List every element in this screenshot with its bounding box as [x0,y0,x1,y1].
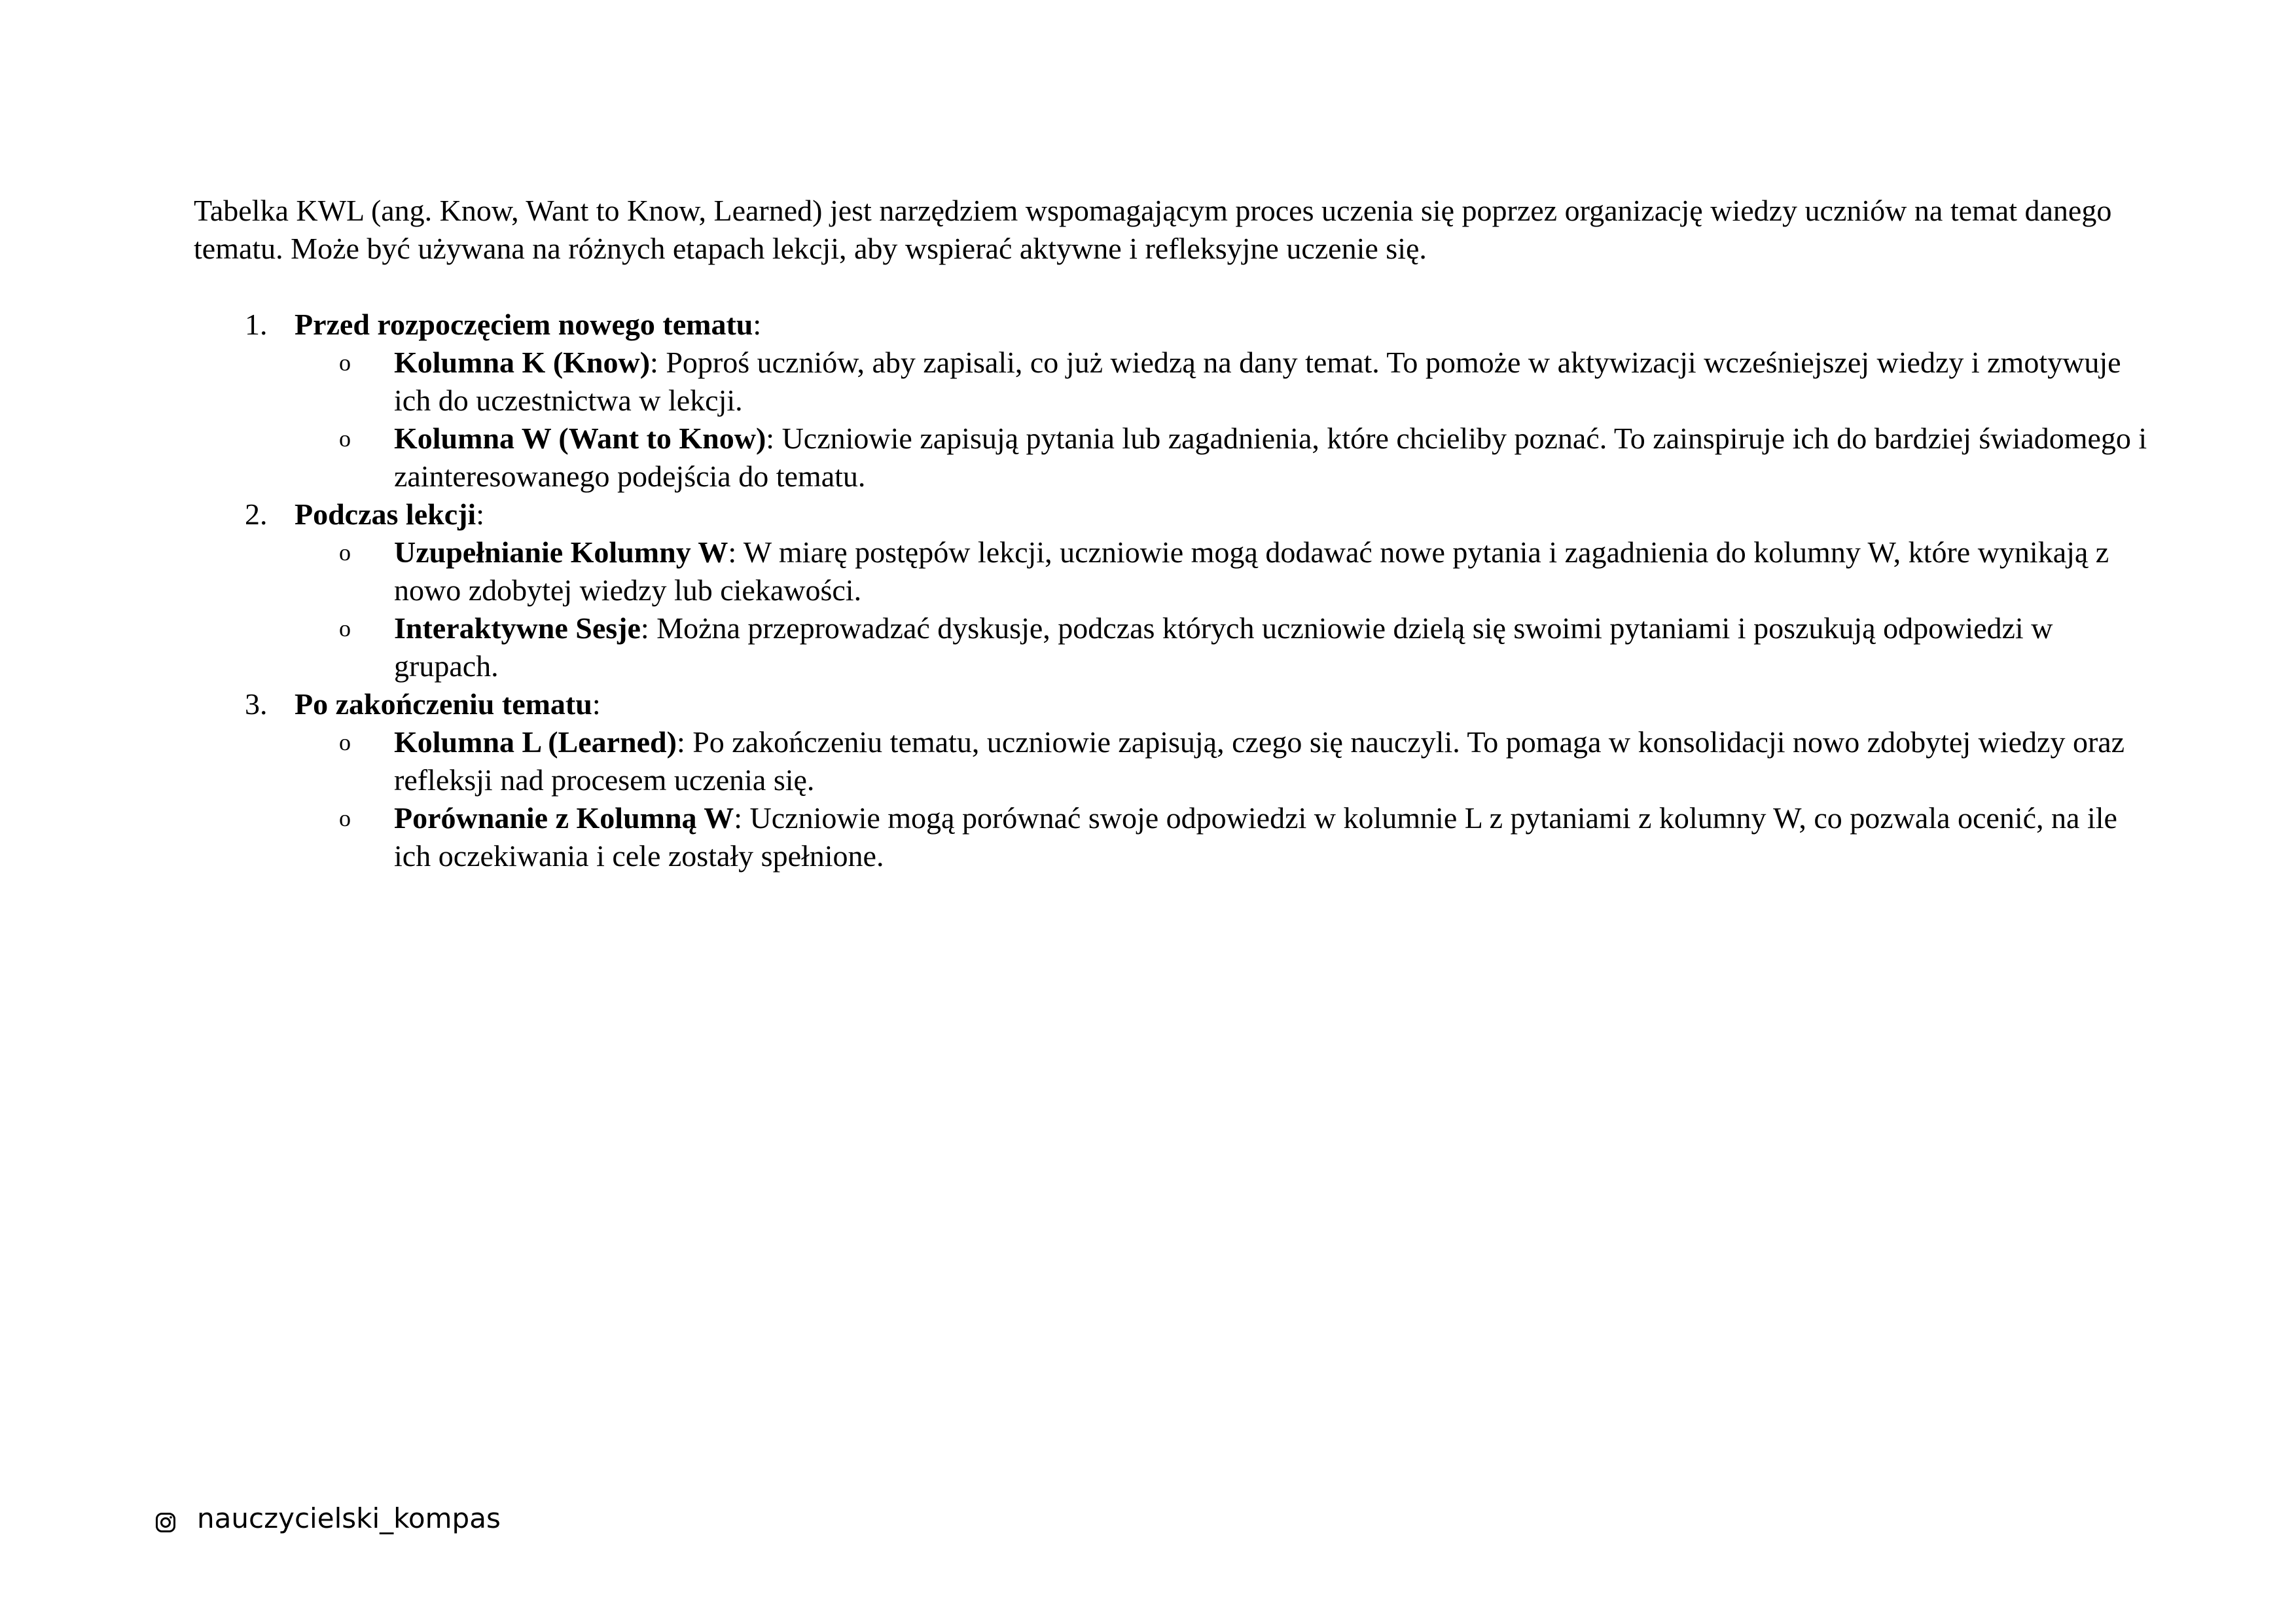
bullet-marker: o [339,425,351,452]
bullet-text: : Uczniowie zapisują pytania lub zagadnienia, które chcieliby poznać. To zainspiruje ich do bardziej świadomego i zainteresowanego podejścia do tematu. [394,422,2147,493]
section-1 [194,306,2151,496]
bullet-marker: o [339,805,351,831]
bullet-list [295,533,2151,685]
section-title-text: Podczas lekcji [295,497,476,531]
footer-handle[interactable] [155,1500,501,1536]
bullet-term: Kolumna L (Learned) [394,725,677,759]
bullet-marker: o [339,615,351,641]
section-title [295,496,2151,533]
bullet-term: Kolumna W (Want to Know) [394,422,766,455]
bullet-item [295,723,2151,799]
bullet-item [295,799,2151,875]
document-body [194,192,2151,875]
section-title-colon: : [592,687,601,721]
bullet-item [295,344,2151,420]
section-3 [194,685,2151,875]
section-number: 1. [245,308,268,341]
intro-paragraph: Tabelka KWL (ang. Know, Want to Know, Learned) jest narzędziem wspomagającym proces uczenia się poprzez organizację wiedzy uczniów na temat danego tematu. Może być używana na różnych etapach lekcji, aby wspierać aktywne i refleksyjne uczenie się. [194,194,2112,265]
bullet-item [295,609,2151,685]
bullet-term: Interaktywne Sesje [394,611,641,645]
bullet-marker: o [339,539,351,566]
instagram-icon [155,1507,176,1528]
bullet-term: Uzupełnianie Kolumny W [394,535,728,569]
bullet-item [295,533,2151,609]
bullet-item [295,420,2151,496]
section-2 [194,496,2151,685]
bullet-marker: o [339,350,351,376]
footer-handle-text: nauczycielski_kompas [197,1502,501,1534]
bullet-text: : Uczniowie mogą porównać swoje odpowiedzi w kolumnie L z pytaniami z kolumny W, co pozwala ocenić, na ile ich oczekiwania i cele zostały spełnione. [394,801,2117,873]
bullet-term: Porównanie z Kolumną W [394,801,734,835]
bullet-text: : Poproś uczniów, aby zapisali, co już wiedzą na dany temat. To pomoże w aktywizacji wcześniejszej wiedzy i zmotywuje ich do uczestnictwa w lekcji. [394,346,2121,417]
section-title-text: Po zakończeniu tematu [295,687,592,721]
section-number: 2. [245,497,268,531]
section-title-text: Przed rozpoczęciem nowego tematu [295,308,753,341]
section-title [295,306,2151,344]
bullet-list [295,344,2151,496]
bullet-list [295,723,2151,875]
section-number: 3. [245,687,268,721]
bullet-text: : Po zakończeniu tematu, uczniowie zapisują, czego się nauczyli. To pomaga w konsolidacji nowo zdobytej wiedzy oraz refleksji nad procesem uczenia się. [394,725,2125,797]
bullet-text: : Można przeprowadzać dyskusje, podczas których uczniowie dzielą się swoimi pytaniami i poszukują odpowiedzi w grupach. [394,611,2053,683]
bullet-term: Kolumna K (Know) [394,346,651,379]
section-title [295,685,2151,723]
section-title-colon: : [753,308,762,341]
section-title-colon: : [476,497,484,531]
bullet-text: : W miarę postępów lekcji, uczniowie mogą dodawać nowe pytania i zagadnienia do kolumny W, które wynikają z nowo zdobytej wiedzy lub ciekawości. [394,535,2109,607]
bullet-marker: o [339,729,351,755]
